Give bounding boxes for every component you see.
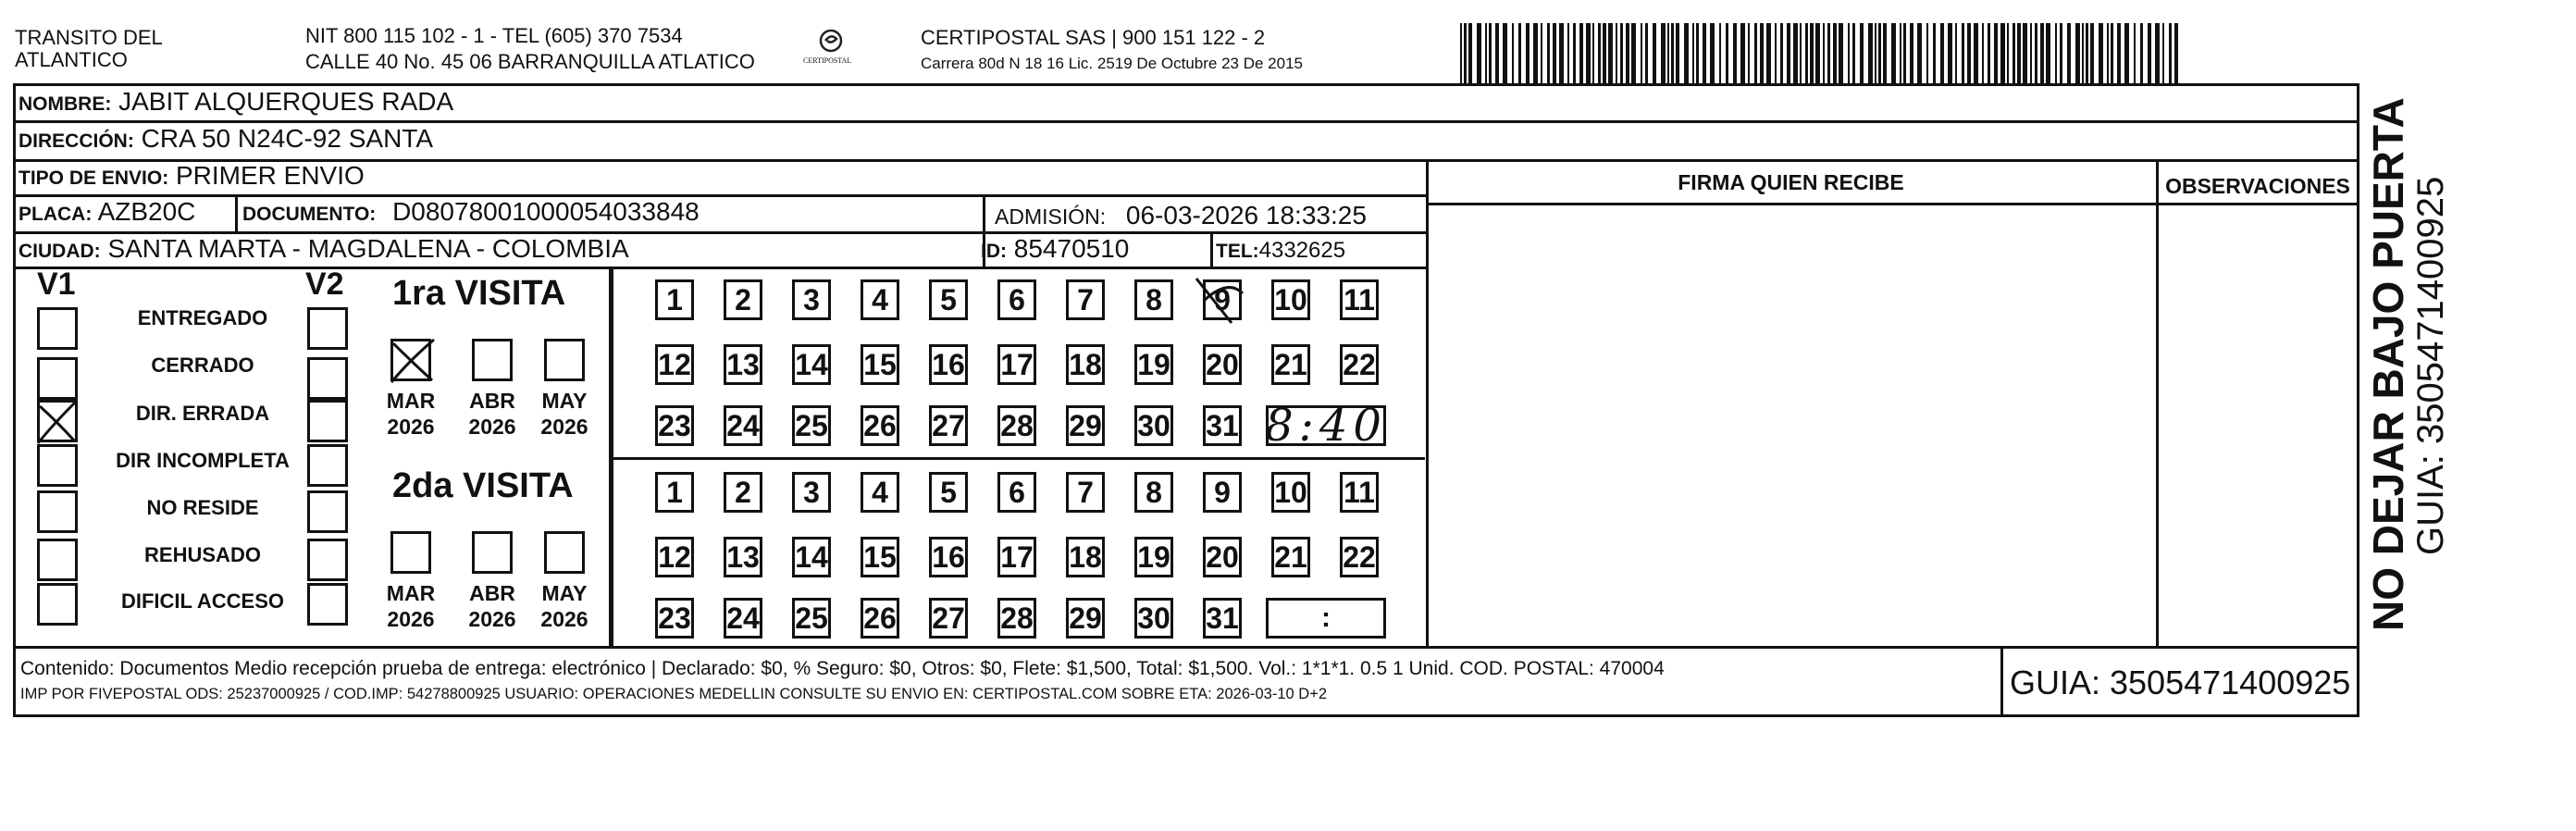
v2-label: V2 [305,267,344,302]
month-checkbox[interactable] [544,531,585,574]
month-checkbox[interactable] [390,531,431,574]
day-cell[interactable]: 22 [1340,537,1379,577]
day-cell[interactable]: 20 [1203,537,1242,577]
admision-field [995,203,1367,229]
day-cell[interactable]: 16 [929,537,968,577]
org-name-line1: TRANSITO DEL [15,26,163,49]
barcode-bar [1780,23,1783,86]
barcode-bar [1703,23,1706,86]
barcode-bar [2030,23,2032,86]
barcode-bar [1518,23,1521,86]
day-cell[interactable]: 9 [1203,279,1242,320]
barcode-bar [1661,23,1666,86]
barcode-bar [1815,23,1820,86]
day-cell[interactable]: 30 [1134,598,1173,639]
barcode-bar [1833,23,1837,86]
barcode-bar [1719,23,1721,86]
barcode-bar [1553,23,1556,86]
barcode-bar [1926,23,1928,86]
barcode-bar [1696,23,1699,86]
month-year: 2026 [387,415,435,439]
status-checkbox-v1[interactable] [37,490,78,533]
barcode-bar [1579,23,1583,86]
barcode-bar [1620,23,1623,86]
barcode-bar [2117,23,2121,86]
company-line: CERTIPOSTAL SAS | 900 151 122 - 2 [921,26,1266,49]
month-year: 2026 [468,607,516,631]
day-cell[interactable]: 8 [1134,472,1173,513]
org-name-line2: ATLANTICO [15,48,128,71]
tel-value: 4332625 [1258,238,1346,263]
day-cell[interactable]: 18 [1066,537,1105,577]
barcode-bar [1733,23,1737,86]
day-cell[interactable]: 31 [1203,598,1242,639]
barcode-bar [1917,23,1922,86]
barcode-bar [1810,23,1814,86]
barcode-bar [2124,23,2129,86]
status-checkbox-v2[interactable] [307,444,348,487]
day-cell[interactable]: 25 [792,598,831,639]
tel-label: TEL: [1216,241,1259,262]
status-checkbox-v2[interactable] [307,307,348,350]
barcode-bar [1641,23,1642,86]
barcode-bar [1955,23,1957,86]
barcode-bar [1748,23,1750,86]
barcode-bar [2040,23,2044,86]
barcode-bar [2082,23,2084,86]
month-year: 2026 [540,607,588,631]
day-cell[interactable]: 1 [655,279,694,320]
time-field[interactable] [1265,400,1387,452]
barcode-bar [1608,23,1613,86]
barcode-bar [1495,23,1499,86]
day-cell[interactable]: 15 [861,537,899,577]
barcode-bar [1464,23,1467,86]
tel-field [1216,240,1345,262]
barcode-bar [1684,23,1689,86]
day-cell[interactable]: 4 [861,279,899,320]
day-mark [1191,273,1257,336]
day-cell[interactable]: 6 [997,279,1036,320]
day-cell[interactable]: 18 [1066,344,1105,385]
barcode-bar [1805,23,1808,86]
barcode-bar [1740,23,1745,86]
day-cell[interactable]: 21 [1271,344,1310,385]
documento-value: D08078001000054033848 [392,197,700,226]
day-cell[interactable]: 9 [1203,472,1242,513]
barcode-bar [1962,23,1964,86]
barcode-bar [1933,23,1936,86]
barcode-bar [1592,23,1594,86]
barcode-bar [1875,23,1876,86]
day-cell[interactable]: 20 [1203,344,1242,385]
barcode-bar [1974,23,1978,86]
barcode-bar [1982,23,1984,86]
barcode-bar [1910,23,1913,86]
month-year: 2026 [468,415,516,439]
barcode-bar [1827,23,1830,86]
month-label: MAR [386,581,436,605]
day-cell[interactable]: 12 [655,537,694,577]
barcode-bar [1598,23,1601,86]
barcode-bar [2155,23,2160,86]
status-checkbox-v2[interactable] [307,583,348,626]
barcode-bar [1567,23,1569,86]
barcode-bar [1754,23,1757,86]
barcode-bar [1653,23,1656,86]
barcode-bar [1852,23,1855,86]
barcode-bar [1626,23,1629,86]
status-checkbox-v1[interactable] [37,583,78,626]
month-checkbox[interactable] [544,339,585,381]
ciudad-field [19,236,629,262]
month-checkbox[interactable] [472,531,513,574]
month-label: MAY [541,581,588,605]
status-checkbox-v2[interactable] [307,539,348,581]
day-cell[interactable]: 23 [655,598,694,639]
barcode-bar [1940,23,1944,86]
month-label: ABR [469,389,515,413]
placa-value: AZB20C [97,197,196,226]
direccion-label: DIRECCIÓN: [19,130,134,152]
status-checkbox-v2[interactable] [307,400,348,442]
barcode-bar [2000,23,2005,86]
day-cell[interactable]: 16 [929,344,968,385]
barcode-bar [1477,23,1481,86]
barcode-bar [1526,23,1530,86]
barcode [1460,23,2182,86]
day-cell[interactable]: 11 [1340,472,1379,513]
barcode-bar [1676,23,1679,86]
month-year: 2026 [387,607,435,631]
day-cell[interactable]: 27 [929,405,968,446]
barcode-bar [1793,23,1798,86]
footer-print-info: IMP POR FIVEPOSTAL ODS: 25237000925 / COD.IMP: 54278800925 USUARIO: OPERACIONES MEDELLIN CONSULTE SU ENVIO EN: CERTIPOSTAL.COM SOBRE ETA: 2026-03-10 D+2 [20,686,1328,702]
barcode-bar [2035,23,2037,86]
barcode-bar [1800,23,1802,86]
time-field[interactable] [1266,598,1386,639]
barcode-bar [1559,23,1564,86]
barcode-bar [1586,23,1591,86]
barcode-bar [1468,23,1472,86]
license-line: Carrera 80d N 18 16 Lic. 2519 De Octubre 23 De 2015 [921,55,1303,72]
day-cell[interactable]: 10 [1271,279,1310,320]
barcode-bar [2055,23,2057,86]
documento-label: DOCUMENTO: [242,204,377,225]
barcode-bar [1967,23,1971,86]
day-cell[interactable]: 29 [1066,405,1105,446]
day-cell[interactable]: 5 [929,279,968,320]
barcode-bar [2162,23,2164,86]
barcode-bar [1547,23,1550,86]
barcode-bar [1891,23,1896,86]
barcode-bar [1903,23,1906,86]
barcode-bar [1988,23,1990,86]
direccion-value: CRA 50 N24C-92 SANTA [141,124,434,153]
barcode-bar [1616,23,1617,86]
day-cell[interactable]: 11 [1340,279,1379,320]
ciudad-label: CIUDAD: [19,241,101,262]
day-cell[interactable]: 17 [997,344,1036,385]
barcode-bar [2134,23,2136,86]
barcode-bar [2012,23,2015,86]
barcode-bar [2060,23,2062,86]
admision-label: ADMISIÓN: [995,205,1107,229]
observaciones-label: OBSERVACIONES [2165,174,2350,198]
day-cell[interactable]: 12 [655,344,694,385]
month-checkbox[interactable] [472,339,513,381]
barcode-bar [1645,23,1648,86]
barcode-bar [1503,23,1507,86]
month-label: ABR [469,581,515,605]
day-cell[interactable]: 27 [929,598,968,639]
nit-line: NIT 800 115 102 - 1 - TEL (605) 370 7534 [305,24,683,47]
admision-value: 06-03-2026 18:33:25 [1125,201,1367,229]
visit1-title: 1ra VISITA [392,274,566,313]
firma-label: FIRMA QUIEN RECIBE [1678,170,1904,194]
barcode-bar [2023,23,2027,86]
day-cell[interactable]: 14 [792,537,831,577]
status-checkbox-v2[interactable] [307,490,348,533]
barcode-bar [1671,23,1674,86]
barcode-bar [1541,23,1542,86]
side-warning: NO DEJAR BAJO PUERTA [2364,97,2412,631]
barcode-bar [1766,23,1771,86]
day-cell[interactable]: 3 [792,472,831,513]
id-field [981,236,1129,262]
v1-label: V1 [37,267,76,302]
barcode-bar [1860,23,1864,86]
status-label: NO RESIDE [146,496,259,519]
barcode-bar [1848,23,1850,86]
nombre-label: NOMBRE: [19,93,112,115]
footer-guia: GUIA: 3505471400925 [2010,664,2351,701]
day-cell[interactable]: 2 [724,472,762,513]
placa-field [19,199,195,225]
barcode-bar [1775,23,1777,86]
status-checkbox-v1[interactable] [37,307,78,350]
documento-field [242,199,700,225]
barcode-bar [1710,23,1715,86]
barcode-bar [1667,23,1669,86]
status-label: REHUSADO [144,543,261,566]
address-line: CALLE 40 No. 45 06 BARRANQUILLA ATLATICO [305,50,755,73]
observations-area[interactable] [2162,209,2353,642]
barcode-bar [1692,23,1694,86]
month-checkbox[interactable] [390,339,431,381]
barcode-bar [2111,23,2113,86]
barcode-bar [1760,23,1764,86]
ciudad-value: SANTA MARTA - MAGDALENA - COLOMBIA [107,234,629,263]
day-cell[interactable]: 5 [929,472,968,513]
barcode-bar [1787,23,1790,86]
barcode-bar [1868,23,1873,86]
barcode-bar [2067,23,2071,86]
id-value: 85470510 [1013,234,1130,263]
status-label: CERRADO [151,353,254,377]
day-cell[interactable]: 24 [724,405,762,446]
barcode-bar [1900,23,1901,86]
status-label: DIR INCOMPLETA [116,449,290,472]
day-cell[interactable]: 22 [1340,344,1379,385]
barcode-bar [2075,23,2080,86]
barcode-bar [1485,23,1487,86]
day-cell[interactable]: 13 [724,537,762,577]
day-cell[interactable]: 28 [997,598,1036,639]
day-cell[interactable]: 13 [724,344,762,385]
status-checkbox-v2[interactable] [307,357,348,400]
nombre-value: JABIT ALQUERQUES RADA [118,87,454,116]
time-value: : [1321,602,1331,633]
month-label: MAR [386,389,436,413]
month-year: 2026 [540,415,588,439]
status-checkbox-v1[interactable] [37,400,78,442]
status-checkbox-v1[interactable] [37,444,78,487]
barcode-bar [2099,23,2103,86]
barcode-bar [2007,23,2009,86]
day-cell[interactable]: 23 [655,405,694,446]
day-cell[interactable]: 31 [1203,405,1242,446]
footer-contents: Contenido: Documentos Medio recepción prueba de entrega: electrónico | Declarado: $0, % Seguro: $0, Otros: $0, Flete: $1,500, Total: $1,500. Vol.: 1*1*1. 0.5 1 Unid. COD. POSTAL: 470004 [20,658,1665,679]
day-cell[interactable]: 14 [792,344,831,385]
status-checkbox-v1[interactable] [37,357,78,400]
barcode-bar [1823,23,1825,86]
barcode-bar [1878,23,1881,86]
day-cell[interactable]: 29 [1066,598,1105,639]
day-cell[interactable]: 21 [1271,537,1310,577]
day-cell[interactable]: 25 [792,405,831,446]
time-value: 8:40 [1265,400,1387,452]
barcode-bar [1631,23,1636,86]
id-label: ID: [981,241,1007,262]
barcode-bar [2086,23,2088,86]
status-checkbox-v1[interactable] [37,539,78,581]
barcode-bar [1512,23,1514,86]
barcode-bar [1839,23,1843,86]
barcode-bar [2140,23,2143,86]
day-cell[interactable]: 7 [1066,279,1105,320]
day-cell[interactable]: 7 [1066,472,1105,513]
barcode-bar [1726,23,1728,86]
day-cell[interactable]: 6 [997,472,1036,513]
visit2-title: 2da VISITA [392,466,574,505]
barcode-bar [1948,23,1952,86]
day-cell[interactable]: 1 [655,472,694,513]
barcode-bar [2017,23,2021,86]
status-label: DIFICIL ACCESO [120,589,284,613]
barcode-bar [1883,23,1887,86]
direccion-field [19,126,433,152]
barcode-bar [1994,23,1998,86]
day-cell[interactable]: 19 [1134,537,1173,577]
day-cell[interactable]: 2 [724,279,762,320]
certipostal-logo: CERTIPOSTAL [803,28,859,68]
tipo-envio-field [19,163,365,189]
tipo-envio-value: PRIMER ENVIO [175,161,365,190]
day-cell[interactable]: 8 [1134,279,1173,320]
signature-area[interactable] [1432,209,2152,642]
day-cell[interactable]: 4 [861,472,899,513]
barcode-bar [2169,23,2172,86]
day-cell[interactable]: 3 [792,279,831,320]
nombre-field [19,89,453,115]
barcode-bar [1460,23,1462,86]
barcode-bar [2090,23,2094,86]
day-cell[interactable]: 28 [997,405,1036,446]
barcode-bar [1603,23,1606,86]
day-cell[interactable]: 24 [724,598,762,639]
status-label: ENTREGADO [137,306,268,329]
status-label: DIR. ERRADA [135,402,270,425]
day-cell[interactable]: 19 [1134,344,1173,385]
placa-label: PLACA: [19,204,93,225]
barcode-bar [1489,23,1492,86]
barcode-bar [2107,23,2109,86]
barcode-bar [1533,23,1538,86]
day-cell[interactable]: 26 [861,405,899,446]
barcode-bar [2148,23,2151,86]
barcode-bar [2174,23,2178,86]
barcode-bar [2046,23,2050,86]
day-cell[interactable]: 15 [861,344,899,385]
month-label: MAY [541,389,588,413]
day-cell[interactable]: 10 [1271,472,1310,513]
day-cell[interactable]: 26 [861,598,899,639]
tipo-envio-label: TIPO DE ENVIO: [19,167,169,189]
barcode-bar [1573,23,1576,86]
side-guia: GUIA: 3505471400925 [2410,176,2451,555]
day-cell[interactable]: 30 [1134,405,1173,446]
day-cell[interactable]: 17 [997,537,1036,577]
